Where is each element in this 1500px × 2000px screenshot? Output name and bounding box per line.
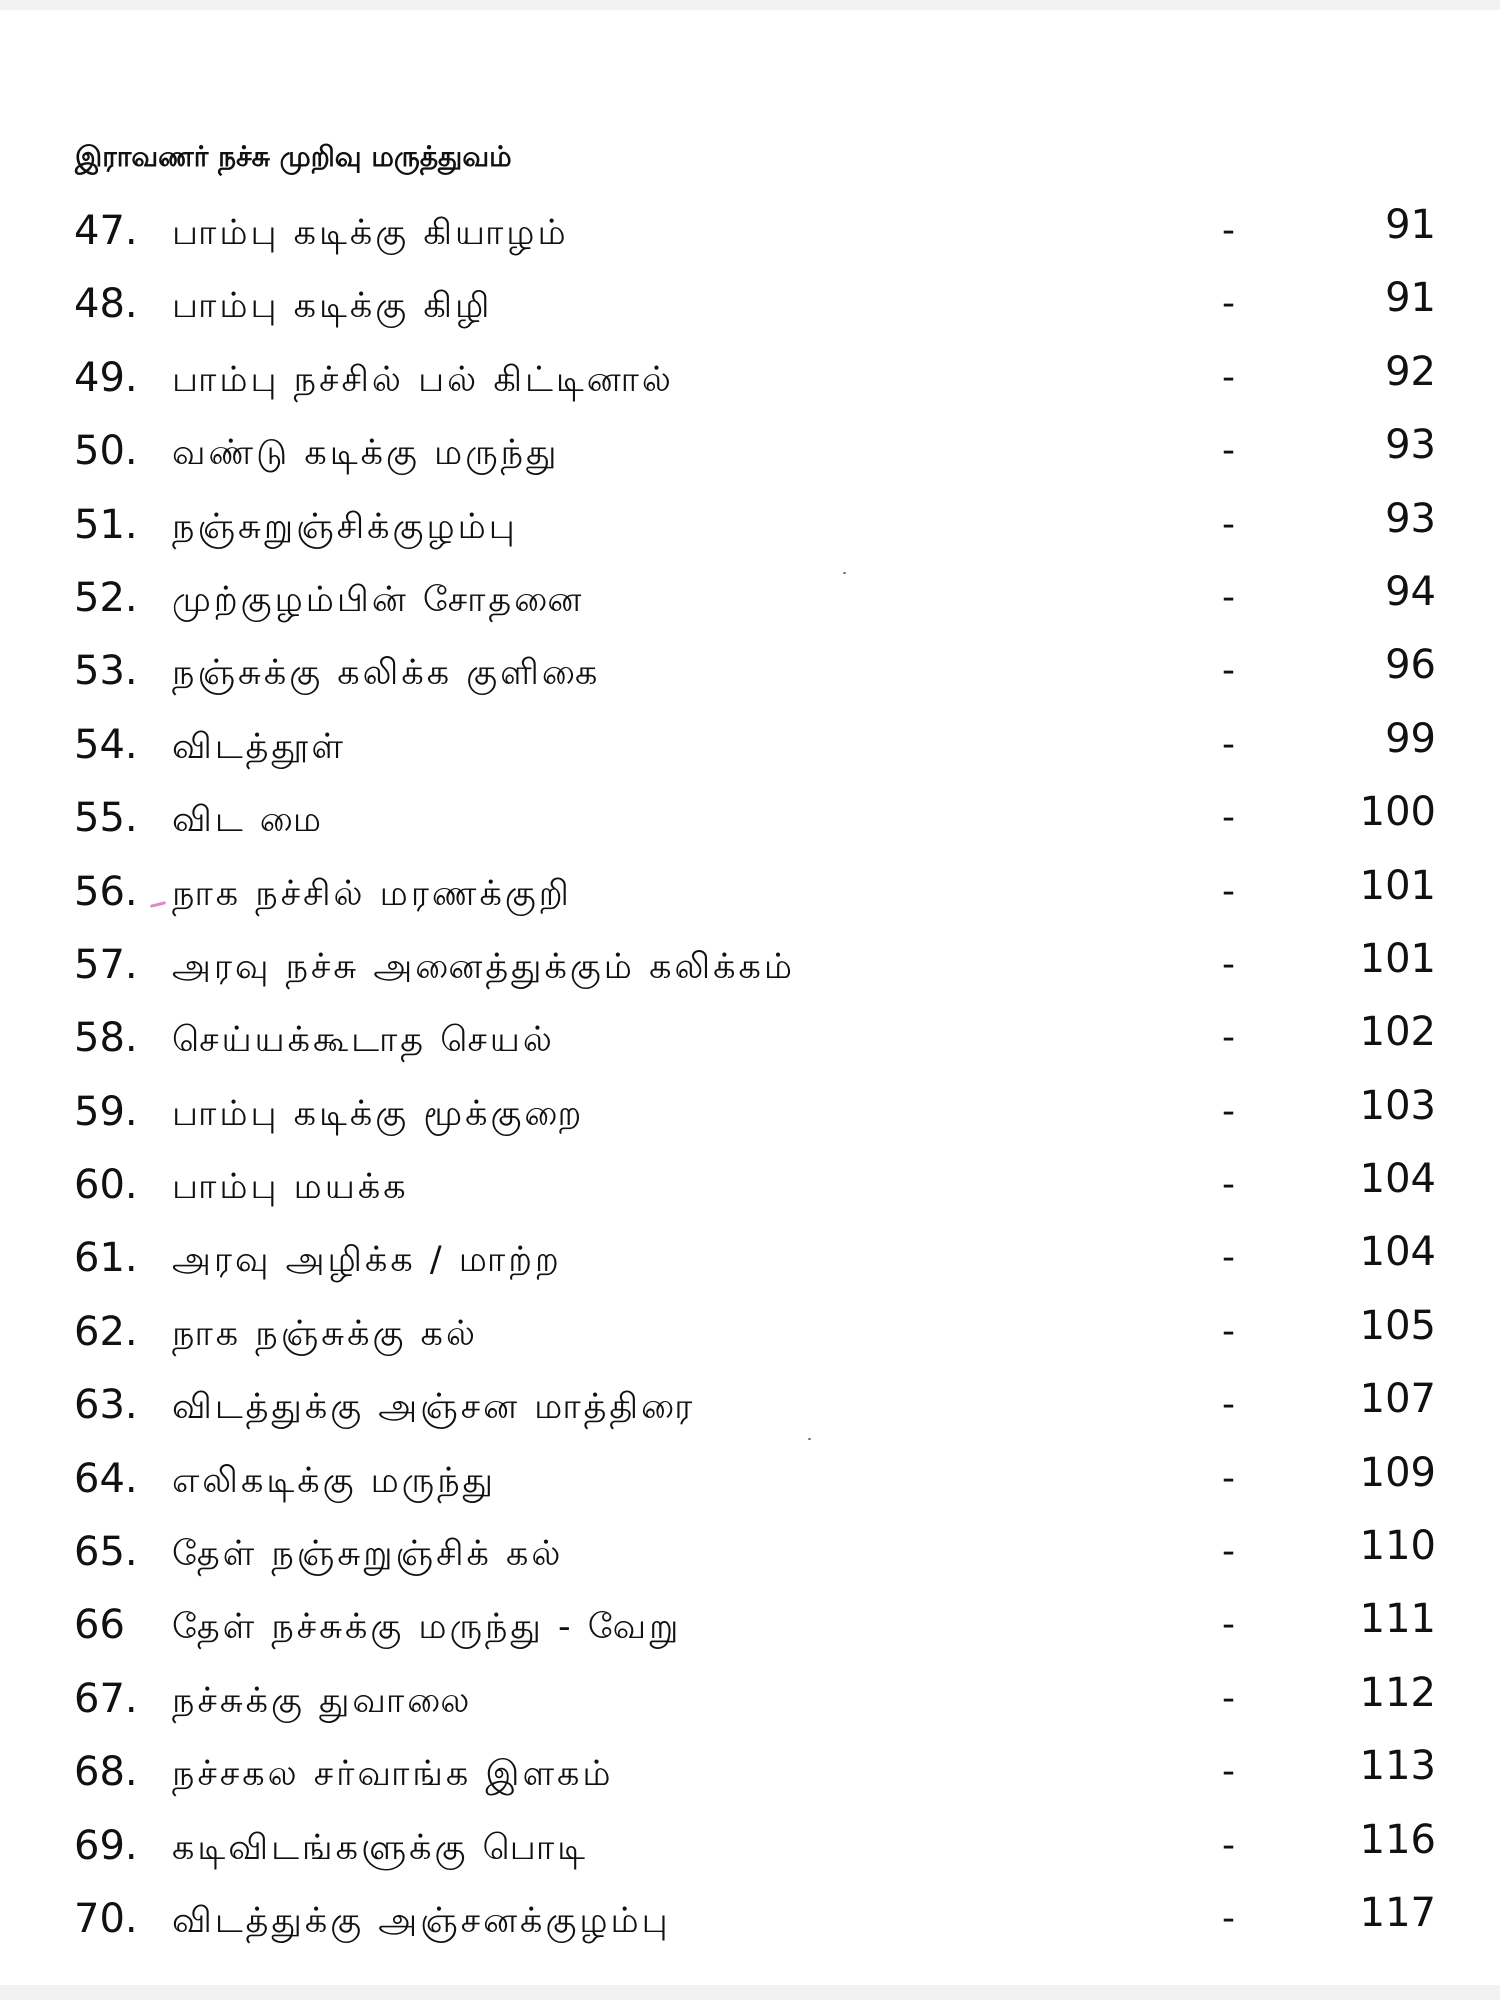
toc-entry-title: நஞ்சுக்கு கலிக்க குளிகை (172, 653, 601, 694)
toc-entry-page-number: 101 (1359, 862, 1436, 909)
toc-entry-number: 55. (74, 795, 138, 842)
toc-entry-number: 49. (74, 354, 138, 401)
table-of-contents (0, 201, 1500, 1962)
toc-entry-dash: - (1222, 1897, 1235, 1939)
toc-entry-page-number: 112 (1359, 1669, 1436, 1716)
toc-entry-dash: - (1222, 1164, 1235, 1206)
toc-entry-title: விடத்தூள் (172, 726, 346, 767)
toc-entry (0, 641, 1500, 714)
toc-entry-title: எலிகடிக்கு மருந்து (172, 1460, 497, 1501)
toc-entry-dash: - (1222, 576, 1235, 618)
toc-entry-page-number: 117 (1359, 1889, 1436, 1936)
toc-entry-title: முற்குழம்பின் சோதனை (172, 579, 585, 620)
print-speck (843, 572, 846, 574)
toc-entry-title: நச்சுக்கு துவாலை (172, 1680, 473, 1721)
toc-entry-title: நாக நச்சில் மரணக்குறி (172, 873, 572, 914)
toc-entry-title: செய்யக்கூடாத செயல் (172, 1020, 555, 1061)
toc-entry (0, 788, 1500, 861)
toc-entry-dash: - (1222, 1824, 1235, 1866)
toc-entry-page-number: 99 (1385, 715, 1436, 762)
toc-entry (0, 274, 1500, 347)
toc-entry-dash: - (1222, 1677, 1235, 1719)
toc-entry-page-number: 93 (1385, 422, 1436, 469)
toc-entry-page-number: 109 (1359, 1449, 1436, 1496)
toc-entry-number: 57. (74, 941, 138, 988)
toc-entry-title: பாம்பு கடிக்கு கியாழம் (172, 213, 569, 253)
toc-entry-number: 67. (74, 1675, 138, 1722)
toc-entry (0, 1742, 1500, 1815)
toc-entry (0, 1889, 1500, 1962)
toc-entry-number: 56. (74, 868, 138, 915)
toc-entry (0, 935, 1500, 1008)
toc-entry-page-number: 91 (1385, 275, 1436, 322)
toc-entry-page-number: 105 (1359, 1302, 1436, 1349)
toc-entry-page-number: 102 (1359, 1009, 1436, 1056)
toc-entry-number: 66 (74, 1602, 125, 1649)
toc-entry-page-number: 100 (1359, 789, 1436, 836)
book-title: இராவணர் நச்சு முறிவு மருத்துவம் (75, 140, 512, 173)
toc-entry-page-number: 101 (1359, 935, 1436, 982)
toc-entry-dash: - (1222, 1751, 1235, 1793)
toc-entry-number: 50. (74, 428, 138, 475)
toc-entry (0, 1595, 1500, 1668)
toc-entry-page-number: 113 (1359, 1743, 1436, 1790)
toc-entry-title: கடிவிடங்களுக்கு பொடி (172, 1827, 588, 1868)
toc-entry-number: 47. (74, 208, 138, 254)
document-page (0, 10, 1500, 1985)
toc-entry (0, 1008, 1500, 1081)
toc-entry (0, 1228, 1500, 1301)
toc-entry (0, 421, 1500, 494)
toc-entry-number: 48. (74, 281, 138, 328)
toc-entry-title: பாம்பு மயக்க (172, 1167, 409, 1208)
toc-entry (0, 1375, 1500, 1448)
toc-entry-dash: - (1222, 1457, 1235, 1499)
toc-entry (0, 495, 1500, 568)
toc-entry-title: தேள் நஞ்சுறுஞ்சிக் கல் (172, 1534, 564, 1575)
toc-entry-number: 70. (74, 1895, 138, 1942)
toc-entry (0, 348, 1500, 421)
toc-entry-dash: - (1222, 1310, 1235, 1352)
toc-entry-dash: - (1222, 1531, 1235, 1573)
toc-entry-dash: - (1222, 430, 1235, 472)
toc-entry-number: 62. (74, 1308, 138, 1355)
toc-entry-title: நச்சகல சர்வாங்க இளகம் (172, 1754, 614, 1795)
toc-entry-title: விடத்துக்கு அஞ்சன மாத்திரை (172, 1387, 696, 1428)
toc-entry-dash: - (1222, 1090, 1235, 1132)
toc-entry (0, 862, 1500, 935)
toc-entry-number: 52. (74, 574, 138, 621)
toc-entry-number: 68. (74, 1749, 138, 1796)
toc-entry-dash: - (1222, 797, 1235, 839)
toc-entry-dash: - (1222, 283, 1235, 325)
toc-entry-number: 51. (74, 501, 138, 548)
toc-entry-page-number: 104 (1359, 1156, 1436, 1203)
toc-entry-page-number: 103 (1359, 1082, 1436, 1129)
toc-entry-page-number: 104 (1359, 1229, 1436, 1276)
toc-entry-title: வண்டு கடிக்கு மருந்து (172, 433, 560, 474)
toc-entry (0, 1449, 1500, 1522)
toc-entry-number: 64. (74, 1455, 138, 1502)
toc-entry-title: நாக நஞ்சுக்கு கல் (172, 1313, 478, 1354)
toc-entry-number: 58. (74, 1015, 138, 1062)
toc-entry-dash: - (1222, 1017, 1235, 1059)
toc-entry-title: பாம்பு கடிக்கு மூக்குறை (172, 1093, 585, 1134)
toc-entry-dash: - (1222, 650, 1235, 692)
toc-entry-number: 61. (74, 1235, 138, 1282)
toc-entry (0, 201, 1500, 274)
toc-entry (0, 1155, 1500, 1228)
toc-entry-page-number: 94 (1385, 568, 1436, 615)
toc-entry-number: 63. (74, 1382, 138, 1429)
toc-entry-page-number: 107 (1359, 1376, 1436, 1423)
toc-entry-dash: - (1222, 870, 1235, 912)
toc-entry-page-number: 96 (1385, 642, 1436, 689)
print-speck (808, 1438, 811, 1440)
toc-entry-title: விடத்துக்கு அஞ்சனக்குழம்பு (172, 1900, 671, 1941)
toc-entry-number: 53. (74, 648, 138, 695)
toc-entry-number: 59. (74, 1088, 138, 1135)
toc-entry-page-number: 91 (1385, 202, 1436, 248)
toc-entry-title: நஞ்சுறுஞ்சிக்குழம்பு (172, 506, 518, 547)
toc-entry-dash: - (1222, 1604, 1235, 1646)
toc-entry-number: 69. (74, 1822, 138, 1869)
toc-entry (0, 1302, 1500, 1375)
toc-entry-dash: - (1222, 723, 1235, 765)
toc-entry-dash: - (1222, 943, 1235, 985)
toc-entry (0, 568, 1500, 641)
toc-entry-title: விட மை (172, 800, 325, 841)
toc-entry-page-number: 116 (1359, 1816, 1436, 1863)
toc-entry-page-number: 110 (1359, 1523, 1436, 1570)
toc-entry-number: 65. (74, 1529, 138, 1576)
toc-entry-title: அரவு அழிக்க / மாற்ற (172, 1240, 562, 1281)
toc-entry-title: பாம்பு நச்சில் பல் கிட்டினால் (172, 359, 674, 400)
toc-entry-dash: - (1222, 210, 1235, 251)
toc-entry-title: தேள் நச்சுக்கு மருந்து - வேறு (172, 1607, 682, 1648)
toc-entry-page-number: 111 (1359, 1596, 1436, 1643)
toc-entry-dash: - (1222, 503, 1235, 545)
toc-entry (0, 1082, 1500, 1155)
toc-entry (0, 1522, 1500, 1595)
toc-entry-title: அரவு நச்சு அனைத்துக்கும் கலிக்கம் (172, 946, 796, 987)
toc-entry (0, 715, 1500, 788)
toc-entry (0, 1669, 1500, 1742)
toc-entry-number: 60. (74, 1162, 138, 1209)
toc-entry-number: 54. (74, 721, 138, 768)
toc-entry-dash: - (1222, 1384, 1235, 1426)
toc-entry-title: பாம்பு கடிக்கு கிழி (172, 286, 493, 327)
toc-entry-page-number: 93 (1385, 495, 1436, 542)
toc-entry-page-number: 92 (1385, 348, 1436, 395)
toc-entry-dash: - (1222, 356, 1235, 398)
toc-entry (0, 1816, 1500, 1889)
toc-entry-dash: - (1222, 1237, 1235, 1279)
